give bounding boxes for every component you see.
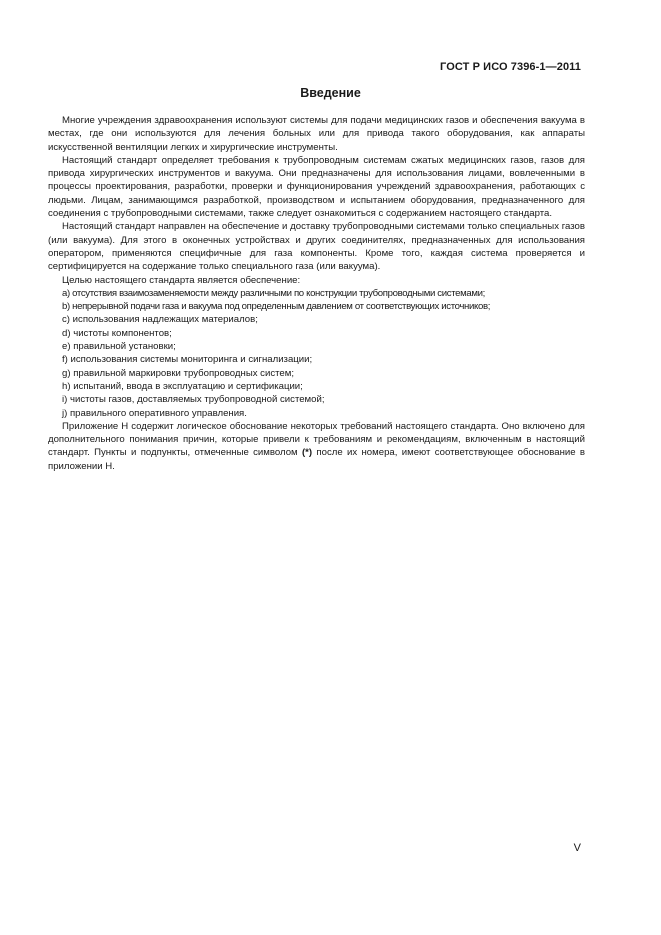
list-item: g) правильной маркировки трубопроводных систем; xyxy=(62,367,295,379)
annex-text-after: после их номера, имеют соответствующее обоснование в приложении Н. xyxy=(48,447,585,472)
document-header: ГОСТ Р ИСО 7396-1—2011 xyxy=(440,61,581,73)
paragraph-scope: Настоящий стандарт определяет требования к трубопроводным системам сжатых медицинских газов, газов для привода хирургических инструментов и вакуума. Они предназначены для использования лицами, вовлеченными в процессы проектирования, разработки, проверки и функционирования учреждений здравоохранения, работающих с людьми. Лицам, занимающимся разработкой, производством и испытанием оборудования, предназначенного для соединения с трубопроводными системами, также следует ознакомиться с содержанием настоящего стандарта. xyxy=(48,154,585,220)
list-item: d) чистоты компонентов; xyxy=(62,327,172,339)
list-item: b) непрерывной подачи газа и вакуума под определенным давлением от соответствующих источников; xyxy=(62,301,491,313)
paragraph-intro: Многие учреждения здравоохранения используют системы для подачи медицинских газов и обеспечения вакуума в местах, где они используются для лечения больных или для привода такого оборудования, как аппараты искусственной вентиляции легких и хирургические инструменты. xyxy=(48,115,585,153)
list-item: f) использования системы мониторинга и сигнализации; xyxy=(62,354,313,366)
goals-list xyxy=(48,287,585,420)
list-item: i) чистоты газов, доставляемых трубопроводной системой; xyxy=(62,394,325,406)
list-item: c) использования надлежащих материалов; xyxy=(62,314,258,326)
annex-text-before: Приложение Н содержит логическое обоснование некоторых требований настоящего стандарта. Оно включено для дополнительного понимания причин, которые привели к требованиям и рекомендациям, включенным в настоящий стандарт. Пункты и подпункты, отмеченные символом xyxy=(48,420,585,459)
list-item: e) правильной установки; xyxy=(62,341,176,353)
page-number: V xyxy=(573,842,581,854)
list-item: h) испытаний, ввода в эксплуатацию и сертификации; xyxy=(62,380,303,392)
paragraph-annex xyxy=(48,420,585,473)
asterisk-symbol: (*) xyxy=(301,447,313,459)
list-item: a) отсутствия взаимозаменяемости между различными по конструкции трубопроводными системами; xyxy=(62,287,485,299)
paragraph-goal-lead: Целью настоящего стандарта является обеспечение: xyxy=(62,274,301,286)
document-body xyxy=(48,114,585,473)
section-title: Введение xyxy=(300,86,361,100)
paragraph-purpose: Настоящий стандарт направлен на обеспечение и доставку трубопроводными системами только специальных газов (или вакуума). Для этого в оконечных устройствах и других соединителях, предназначенных для использования оператором, применяются специфичные для газа компоненты. Кроме того, каждая система проверяется и сертифицируется на содержание только специального газа (или вакуума). xyxy=(48,221,585,273)
list-item: j) правильного оперативного управления. xyxy=(62,407,247,419)
